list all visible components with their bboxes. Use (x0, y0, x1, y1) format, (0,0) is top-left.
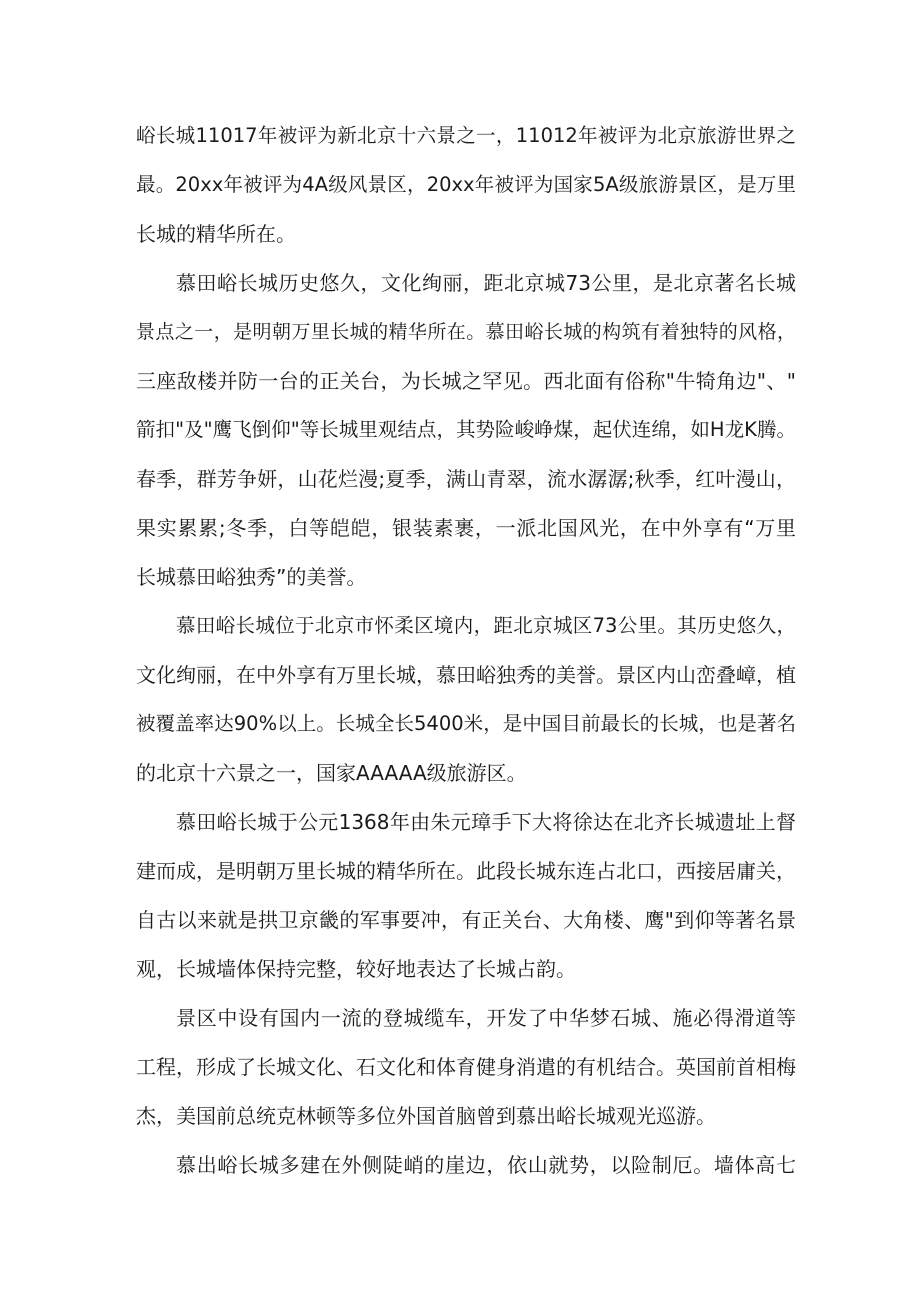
text-line: 慕田峪长城于公元1368年由朱元璋手下大将徐达在北齐长城遗址上督 (176, 810, 796, 834)
text-line: 箭扣"及"鹰飞倒仰"等长城里观结点，其势险峻峥煤，起伏连绵，如H龙K腾。 (136, 418, 796, 441)
text-line: 峪长城11017年被评为新北京十六景之一，11012年被评为北京旅游世界之 (136, 124, 796, 147)
text-line: 慕田峪长城历史悠久，文化绚丽，距北京城73公里，是北京著名长城 (176, 271, 796, 295)
text-line: 慕出峪长城多建在外侧陡峭的崖边，依山就势，以险制厄。墙体高七 (176, 1153, 796, 1177)
text-line: 景点之一，是明朝万里长城的精华所在。慕田峪长城的构筑有着独特的风格， (136, 321, 796, 343)
text-line: 慕田峪长城位于北京市怀柔区境内，距北京城区73公里。其历史悠久， (176, 614, 796, 637)
text-line: 工程，形成了长城文化、石文化和体育健身消遣的有机结合。英国前首相梅 (136, 1055, 796, 1079)
text-line: 文化绚丽，在中外享有万里长城，慕田峪独秀的美誉。景区内山峦叠嶂，植 (136, 663, 796, 687)
text-line: 三座敌楼并防一台的正关台，为长城之罕见。西北面有俗称"牛犄角边"、" (136, 369, 796, 393)
text-line: 景区中设有国内一流的登城缆车，开发了中华梦石城、施必得滑道等 (176, 1006, 796, 1030)
text-line: 杰，美国前总统克林顿等多位外国首脑曾到慕出峪长城观光巡游。 (136, 1104, 716, 1128)
text-line: 长城的精华所在。 (136, 222, 296, 246)
text-line: 最。20xx年被评为4A级风景区，20xx年被评为国家5A级旅游景区，是万里 (136, 173, 796, 196)
text-line: 春季，群芳争妍，山花烂漫;夏季，满山青翠，流水潺潺;秋季，红叶漫山， (136, 467, 796, 491)
text-line: 长城慕田峪独秀”的美誉。 (136, 565, 367, 589)
text-line: 果实累累;冬季，白等皑皑，银装素裹，一派北国风光，在中外享有“万里 (136, 516, 796, 540)
text-line: 建而成，是明朝万里长城的精华所在。此段长城东连占北口，西接居庸关， (136, 859, 796, 883)
text-line: 观，长城墙体保持完整，较好地表达了长城占韵。 (136, 957, 576, 981)
text-line: 的北京十六景之一，国家AAAAA级旅游区。 (136, 761, 527, 785)
text-line: 被覆盖率达90%以上。长城全长5400米，是中国目前最长的长城，也是著名 (136, 712, 796, 735)
text-line: 自古以来就是拱卫京畿的军事要冲，有正关台、大角楼、鹰"到仰等著名景 (136, 908, 796, 932)
